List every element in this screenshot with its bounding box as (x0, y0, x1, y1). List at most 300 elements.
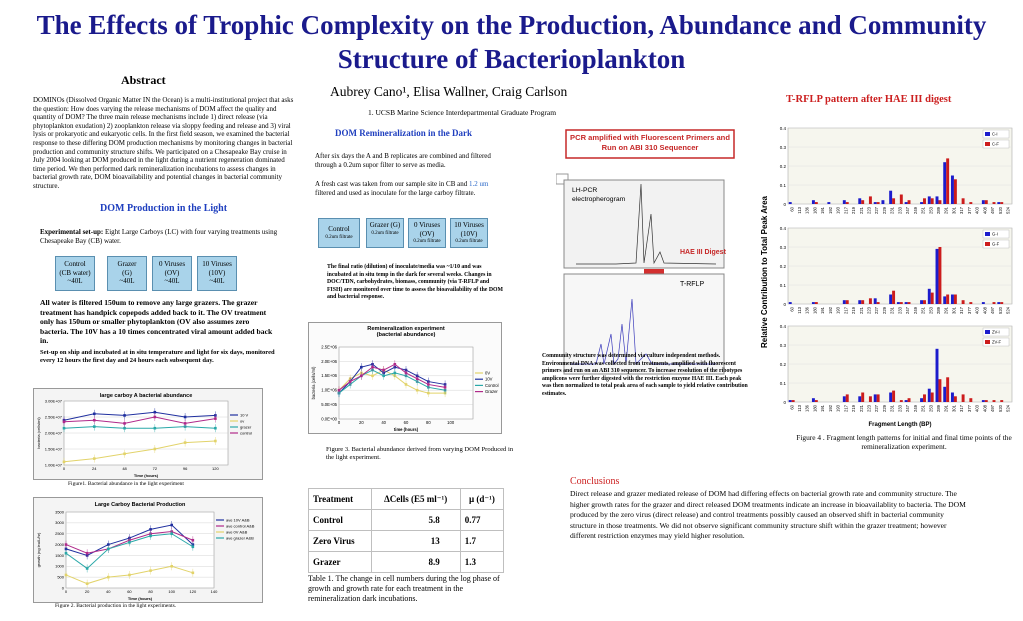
bar (861, 393, 864, 403)
x-tick-label: 520 (997, 405, 1003, 412)
x-tick-label: 219 (851, 405, 857, 412)
y-tick-label: 0.3 (779, 343, 786, 348)
bar (889, 393, 892, 403)
conclusions-heading: Conclusions (570, 476, 620, 487)
legend-label: 10 V (240, 412, 249, 418)
x-tick-label: 40 (381, 420, 387, 426)
bar (969, 202, 972, 204)
x-tick-label: 48 (122, 466, 127, 471)
bar (869, 396, 872, 402)
x-tick-label: 524 (1005, 405, 1011, 412)
bar (869, 298, 872, 304)
bar (982, 400, 985, 402)
bar (969, 302, 972, 304)
y-tick-label: 2000 (55, 541, 64, 547)
x-tick-label: 40 (106, 589, 111, 594)
abstract-heading: Abstract (121, 73, 166, 87)
bar (846, 394, 849, 402)
bar (905, 202, 908, 204)
legend-label: ZV-F (992, 339, 1002, 345)
bar (905, 400, 908, 402)
x-tick-label: 120 (212, 466, 219, 471)
x-tick-label: 113 (796, 307, 802, 314)
bar (993, 400, 996, 402)
fig4-heading: T-RFLP pattern after HAE III digest (786, 94, 952, 105)
x-tick-label: 317 (959, 405, 965, 412)
x-tick-label: 223 (866, 207, 872, 214)
bar (846, 300, 849, 304)
x-tick-label: 60 (403, 420, 409, 426)
dom-light-heading: DOM Production in the Light (100, 203, 228, 214)
x-tick-label: 136 (804, 307, 810, 314)
bar (936, 196, 939, 204)
fig3-chart (309, 323, 501, 433)
bar (900, 400, 903, 402)
x-tick-label: 193 (835, 405, 841, 412)
bar (946, 295, 949, 305)
x-tick-label: 253 (928, 405, 934, 412)
legend-label: C-I (992, 131, 998, 137)
y-tick-label: 0.1 (779, 283, 786, 288)
bar (908, 302, 911, 304)
bar (846, 202, 849, 204)
bar (877, 394, 880, 402)
results-table (308, 488, 504, 573)
x-tick-label: 233 (897, 207, 903, 214)
fig3-caption: Figure 3. Bacterial abundance derived from varying DOM Produced in the light experiment. (326, 446, 514, 462)
bar (962, 198, 965, 204)
dark-box-10v (450, 218, 488, 248)
bar (923, 300, 926, 304)
legend-label: 0V (485, 370, 491, 376)
legend-swatch (985, 232, 990, 236)
x-tick-label: 0 (337, 420, 341, 426)
y-tick-label: 500 (57, 574, 64, 580)
x-tick-label: 217 (843, 307, 849, 314)
x-tick-label: 217 (843, 207, 849, 214)
x-tick-label: 193 (835, 307, 841, 314)
x-axis-label: Time (hours) (133, 473, 159, 478)
trflp-label: T-RFLP (680, 281, 705, 288)
legend-swatch (985, 340, 990, 344)
bar (843, 396, 846, 402)
light-box-10v (197, 256, 237, 291)
bar (908, 200, 911, 204)
x-tick-label: 524 (1005, 307, 1011, 314)
bar (946, 377, 949, 402)
x-tick-label: 291 (943, 405, 949, 412)
y-tick-label: 2.5E+06 (321, 344, 337, 350)
table-header-row (309, 489, 504, 510)
bar (938, 379, 941, 402)
bar (858, 198, 861, 204)
x-tick-label: 60 (127, 589, 132, 594)
setup-bold: Experimental set-up: (40, 228, 104, 236)
bar (954, 179, 957, 204)
bar (812, 302, 815, 304)
y-tick-label: 0.4 (779, 324, 786, 329)
y-tick-label: 1.5E+06 (321, 373, 337, 379)
table-row (309, 552, 504, 573)
legend-label: ave 0V A&B (226, 529, 248, 535)
bar (905, 302, 908, 304)
y-tick-label: 1.0E+06 (321, 387, 337, 393)
bar (889, 191, 892, 204)
x-tick-label: 317 (959, 207, 965, 214)
dom-dark-text1: After six days the A and B replicates are combined and filtered through a 0.2um supor filter to serve as media. (315, 152, 491, 169)
box-vol: ~40L (209, 277, 225, 285)
fig4-chart (758, 116, 1016, 428)
fig3-panel (308, 322, 502, 434)
legend-swatch (985, 330, 990, 334)
bar (843, 300, 846, 304)
table-cell: 13 (371, 531, 460, 552)
x-tick-label: 227 (874, 307, 880, 314)
table-cell: Grazer (309, 552, 372, 573)
x-tick-label: 403 (974, 307, 980, 314)
y-tick-label: 0 (61, 585, 64, 591)
hae-label: HAE III Digest (680, 249, 726, 256)
bar (792, 400, 795, 402)
bar (892, 198, 895, 204)
x-tick-label: 180 (812, 405, 818, 412)
x-tick-label: 221 (858, 405, 864, 412)
x-tick-label: 520 (997, 307, 1003, 314)
pcr-diagram (556, 124, 746, 382)
x-tick-label: 253 (928, 207, 934, 214)
bar (815, 302, 818, 304)
bar (812, 398, 815, 402)
bar (923, 198, 926, 204)
x-tick-label: 247 (905, 307, 911, 314)
x-tick-label: 20 (84, 589, 90, 594)
box-sub: 0.2um filtrate (371, 230, 399, 236)
legend-label: ave 10V A&B (226, 517, 250, 523)
y-axis-label: Relative Contribution to Total Peak Area (760, 195, 769, 349)
abstract-text: DOMINOs (Dissolved Organic Matter IN the Ocean) is a multi-institutional project that asks the question: How does varying the release mechanisms of DOM affect the quality and quantity of DOM? The three main release mechanisms include 1) direct release (via phytoplankton exudation) 2) zooplankton release via sloppy feeding and release and 3) viral lysis or prokaryotic and eukaryotic cells. In the first field season, we examined the bacterial response to these differing DOM production mechanisms by monitoring changes in bacterial production and community structure shifts. We participated on a Chesapeake Bay cruise in July 2004 looking at DOM produced in the light during a nutrient regeneration dominated time period. We then performed dark remineralization incubations to assess changes in bacterial growth rate, DOM bioavailability and potential changes in bacterial community structure. (33, 96, 294, 190)
conclusions-text: Direct release and grazer mediated release of DOM had differing effects on bacterial growth rate and community structure. The higher growth rates for the grazer and direct released DOM treatments indicate an increase in bioavailablity to bacteria. The DOM produced by the zero virus (direct release) and control treatments possibly caused an observed shift in bacterial community structure in those treatments. We did not observe significant community structure shift within the grazer treatment; however different restriction enzymes may yield higher resolution. (570, 489, 966, 541)
x-tick-label: 60 (789, 307, 795, 312)
bar (931, 293, 934, 304)
dark-box-control (318, 218, 360, 248)
x-tick-label: 96 (182, 466, 188, 471)
bar (897, 302, 900, 304)
x-axis-label: Time (hours) (127, 596, 153, 601)
y-tick-label: 0.2 (779, 362, 786, 367)
bar (985, 400, 988, 402)
legend-swatch (985, 242, 990, 246)
x-tick-label: 191 (820, 405, 826, 412)
dark-text2c: filtered and used as inoculate for the large carboy filtrate. (315, 188, 476, 197)
fig1-panel (33, 388, 263, 480)
box-vol: ~40L (119, 277, 135, 285)
y-tick-label: 0.4 (779, 226, 786, 231)
legend-label: Control (485, 382, 499, 388)
dom-dark-heading: DOM Remineralization in the Dark (335, 128, 472, 138)
x-tick-label: 180 (812, 207, 818, 214)
bar (874, 394, 877, 402)
x-tick-label: 247 (905, 405, 911, 412)
y-tick-label: 0.1 (779, 381, 786, 386)
x-tick-label: 251 (920, 405, 926, 412)
y-tick-label: 0.3 (779, 245, 786, 250)
pcr-banner: PCR amplified with Fluorescent Primers and Run on ABI 310 Sequencer (570, 133, 730, 152)
dark-box-0v (408, 218, 446, 248)
x-tick-label: 377 (966, 405, 972, 412)
y-tick-label: 2.0E+06 (321, 358, 337, 364)
x-axis-label: Fragment Length (BP) (868, 422, 932, 428)
dom-light-setup (40, 228, 280, 245)
chart-title: large carboy A bacterial abundance (99, 393, 193, 399)
x-tick-label: 251 (920, 207, 926, 214)
box-label: 10 Viruses (10V) (454, 221, 484, 238)
bar (789, 302, 792, 304)
box-label: Grazer (117, 260, 137, 268)
y-tick-label: 1000 (55, 563, 64, 569)
legend-label: ave control A&B (226, 523, 255, 529)
x-tick-label: 249 (912, 207, 918, 214)
bar (874, 298, 877, 304)
x-tick-label: 219 (851, 307, 857, 314)
box-vol: ~40L (67, 277, 83, 285)
y-tick-label: 0.3 (779, 145, 786, 150)
plot-area (66, 512, 214, 588)
fig2-caption: Figure 2. Bacterial production in the light experiments. (55, 603, 177, 609)
x-tick-label: 377 (966, 307, 972, 314)
x-tick-label: 113 (796, 207, 802, 214)
bar (789, 400, 792, 402)
x-axis-label: time (hours) (393, 427, 419, 432)
bar (954, 396, 957, 402)
legend-swatch (985, 142, 990, 146)
box-label: 10 Viruses (202, 260, 232, 268)
x-tick-label: 301 (951, 207, 957, 214)
bar (943, 387, 946, 402)
x-tick-label: 192 (827, 207, 833, 214)
y-tick-label: 3.00E+07 (44, 398, 62, 404)
y-tick-label: 0 (783, 400, 786, 405)
bar (892, 391, 895, 402)
legend-swatch (985, 132, 990, 136)
legend-label: ov (240, 418, 245, 424)
x-tick-label: 408 (982, 207, 988, 214)
x-tick-label: 221 (858, 307, 864, 314)
table-header: µ (d⁻¹) (460, 489, 503, 510)
x-tick-label: 247 (905, 207, 911, 214)
x-tick-label: 193 (835, 207, 841, 214)
x-tick-label: 192 (827, 307, 833, 314)
x-tick-label: 223 (866, 307, 872, 314)
lh-pcr-label: LH-PCR electropherogram (572, 187, 626, 203)
table-row (309, 531, 504, 552)
bar (931, 393, 934, 403)
y-tick-label: 0 (783, 202, 786, 207)
dom-dark-text2 (315, 180, 505, 197)
x-tick-label: 227 (874, 207, 880, 214)
y-tick-label: 2.50E+07 (44, 414, 62, 420)
box-sub: (G) (122, 268, 132, 277)
x-tick-label: 403 (974, 207, 980, 214)
bar (928, 196, 931, 204)
bar (931, 198, 934, 204)
box-label: 0 Viruses (158, 260, 186, 268)
x-tick-label: 301 (951, 307, 957, 314)
chart-subtitle: (bacterial abundance) (376, 332, 436, 339)
chart-title: Large Carboy Bacterial Production (94, 502, 186, 508)
x-tick-label: 100 (168, 589, 176, 594)
x-tick-label: 191 (820, 207, 826, 214)
x-tick-label: 140 (210, 589, 218, 594)
dark-text2a: A fresh cast was taken from our sample site in CB and (315, 180, 469, 188)
bar (815, 202, 818, 204)
bar (861, 300, 864, 304)
bar (1000, 400, 1003, 402)
pcr-description: Community structure was determined via culture independent methods. Environmental DNA was collected from treatments, amplified with fluorescent primers and run on an ABI 310 sequencer. To increase resolution of the ribotypes amplicons were further digested with the restriction enzyme HAE III. Each peak was then normalized to total peak area of each sample to yield relative contribution estimates. (542, 353, 748, 397)
x-tick-label: 497 (990, 307, 996, 314)
bar (1000, 202, 1003, 204)
dom-light-filter-text: All water is filtered 150um to remove any large grazers. The grazer treatment has handpick copepods added back to it. The OV treatment only has 150um or smaller phytoplankton (OV also assumes zero bacteria. The 10V has a 10 times concentrated viral amount added back in. (40, 298, 273, 346)
y-tick-label: 3000 (55, 520, 64, 526)
bar (843, 200, 846, 204)
bar (946, 158, 949, 204)
bar (928, 389, 931, 402)
x-tick-label: 229 (881, 207, 887, 214)
poster-title: The Effects of Trophic Complexity on the Production, Abundance and Community Structure of Bacterioplankton (36, 10, 987, 74)
box-sub: (10V) (208, 268, 226, 277)
x-tick-label: 289 (936, 307, 942, 314)
x-tick-label: 289 (936, 207, 942, 214)
y-tick-label: 0 (783, 302, 786, 307)
x-tick-label: 233 (897, 405, 903, 412)
bar (993, 202, 996, 204)
bar (936, 249, 939, 304)
x-tick-label: 233 (897, 307, 903, 314)
legend-label: control (240, 430, 253, 436)
bar (920, 202, 923, 204)
y-tick-label: 1500 (55, 552, 64, 558)
bar (954, 295, 957, 305)
x-tick-label: 60 (789, 405, 795, 410)
y-tick-label: 2500 (55, 531, 64, 537)
x-tick-label: 221 (858, 207, 864, 214)
x-tick-label: 497 (990, 405, 996, 412)
x-tick-label: 0 (64, 589, 68, 594)
bar (923, 394, 926, 402)
x-tick-label: 291 (943, 207, 949, 214)
table-cell: 0.77 (460, 510, 503, 531)
x-tick-label: 229 (881, 405, 887, 412)
bar (962, 394, 965, 402)
bar (861, 200, 864, 204)
bar (1000, 302, 1003, 304)
bar (900, 302, 903, 304)
fig1-caption: Figure1. Bacterial abundance in the light experiment (68, 481, 184, 487)
chart-title: Remineralization experiment (367, 326, 445, 332)
y-tick-label: 1.00E+07 (44, 462, 62, 468)
dom-dark-text3: The final ratio (dilution) of inoculate/media was ~1/10 and was incubated at in situ temp in the dark for several weeks. Changes in DOC/TDN, carbohydrates, biomass, community (via T-RFLP and FISH) are monitored over time to assess the bioavailability of the DOM and bacterial response. (327, 264, 503, 301)
bar (889, 295, 892, 305)
affiliation: 1. UCSB Marine Science Interdepartmental Graduate Program (368, 108, 557, 117)
bar (812, 200, 815, 204)
x-tick-label: 223 (866, 405, 872, 412)
bar (920, 300, 923, 304)
x-tick-label: 80 (425, 420, 431, 426)
y-axis-label: growth (ng leu/L/hr) (36, 532, 41, 568)
y-axis-label: bacteria (cells/ml) (311, 366, 316, 400)
legend-label: ave grazer A&B (226, 535, 254, 541)
legend-label: 10V (485, 376, 493, 382)
table-header: Treatment (309, 489, 372, 510)
box-sub: (CB water) (59, 268, 91, 277)
bar (938, 247, 941, 304)
legend-label: grazer (240, 424, 252, 430)
bar (877, 302, 880, 304)
bar (920, 398, 923, 402)
x-tick-label: 403 (974, 405, 980, 412)
bar (997, 302, 1000, 304)
x-tick-label: 301 (951, 405, 957, 412)
table-cell: Zero Virus (309, 531, 372, 552)
y-tick-label: 0.0E+00 (321, 416, 337, 422)
table-cell: Control (309, 510, 372, 531)
dark-box-grazer (366, 218, 404, 248)
bar (985, 200, 988, 204)
x-tick-label: 377 (966, 207, 972, 214)
fig4-panel (758, 116, 1016, 428)
x-tick-label: 291 (943, 307, 949, 314)
bar (869, 196, 872, 204)
bar (951, 393, 954, 403)
table-cell: 1.7 (460, 531, 503, 552)
x-tick-label: 24 (92, 466, 97, 471)
table-row (309, 510, 504, 531)
x-tick-label: 219 (851, 207, 857, 214)
x-tick-label: 520 (997, 207, 1003, 214)
fig2-chart (34, 498, 262, 602)
box-label: 0 Viruses (OV) (413, 221, 441, 238)
dark-text2b: 1.2 um (468, 180, 489, 188)
y-tick-label: 5.0E+05 (321, 402, 337, 407)
box-label: Control (64, 260, 86, 268)
x-tick-label: 251 (920, 307, 926, 314)
bar (892, 291, 895, 304)
x-tick-label: 231 (889, 207, 895, 214)
table-cell: 1.3 (460, 552, 503, 573)
x-tick-label: 136 (804, 207, 810, 214)
box-label: Grazer (G) (369, 221, 401, 229)
light-box-control (55, 256, 95, 291)
x-tick-label: 191 (820, 307, 826, 314)
y-tick-label: 1.50E+07 (44, 446, 62, 452)
box-sub: 0.2um filtrate (413, 239, 441, 244)
y-tick-label: 0.4 (779, 126, 786, 131)
legend-label: G-I (992, 231, 998, 237)
bar (858, 396, 861, 402)
x-tick-label: 249 (912, 307, 918, 314)
setup-text: Eight Large Carboys (LC) with four varying treatments using Chesapeake Bay (CB) water. (40, 228, 278, 245)
x-tick-label: 100 (447, 420, 455, 426)
x-tick-label: 317 (959, 307, 965, 314)
bar (815, 400, 818, 402)
x-tick-label: 408 (982, 307, 988, 314)
light-box-grazer (107, 256, 147, 291)
x-tick-label: 120 (189, 589, 197, 594)
bar (877, 202, 880, 204)
x-tick-label: 408 (982, 405, 988, 412)
bar (993, 302, 996, 304)
y-tick-label: 2.00E+07 (44, 430, 62, 436)
bar (943, 296, 946, 304)
